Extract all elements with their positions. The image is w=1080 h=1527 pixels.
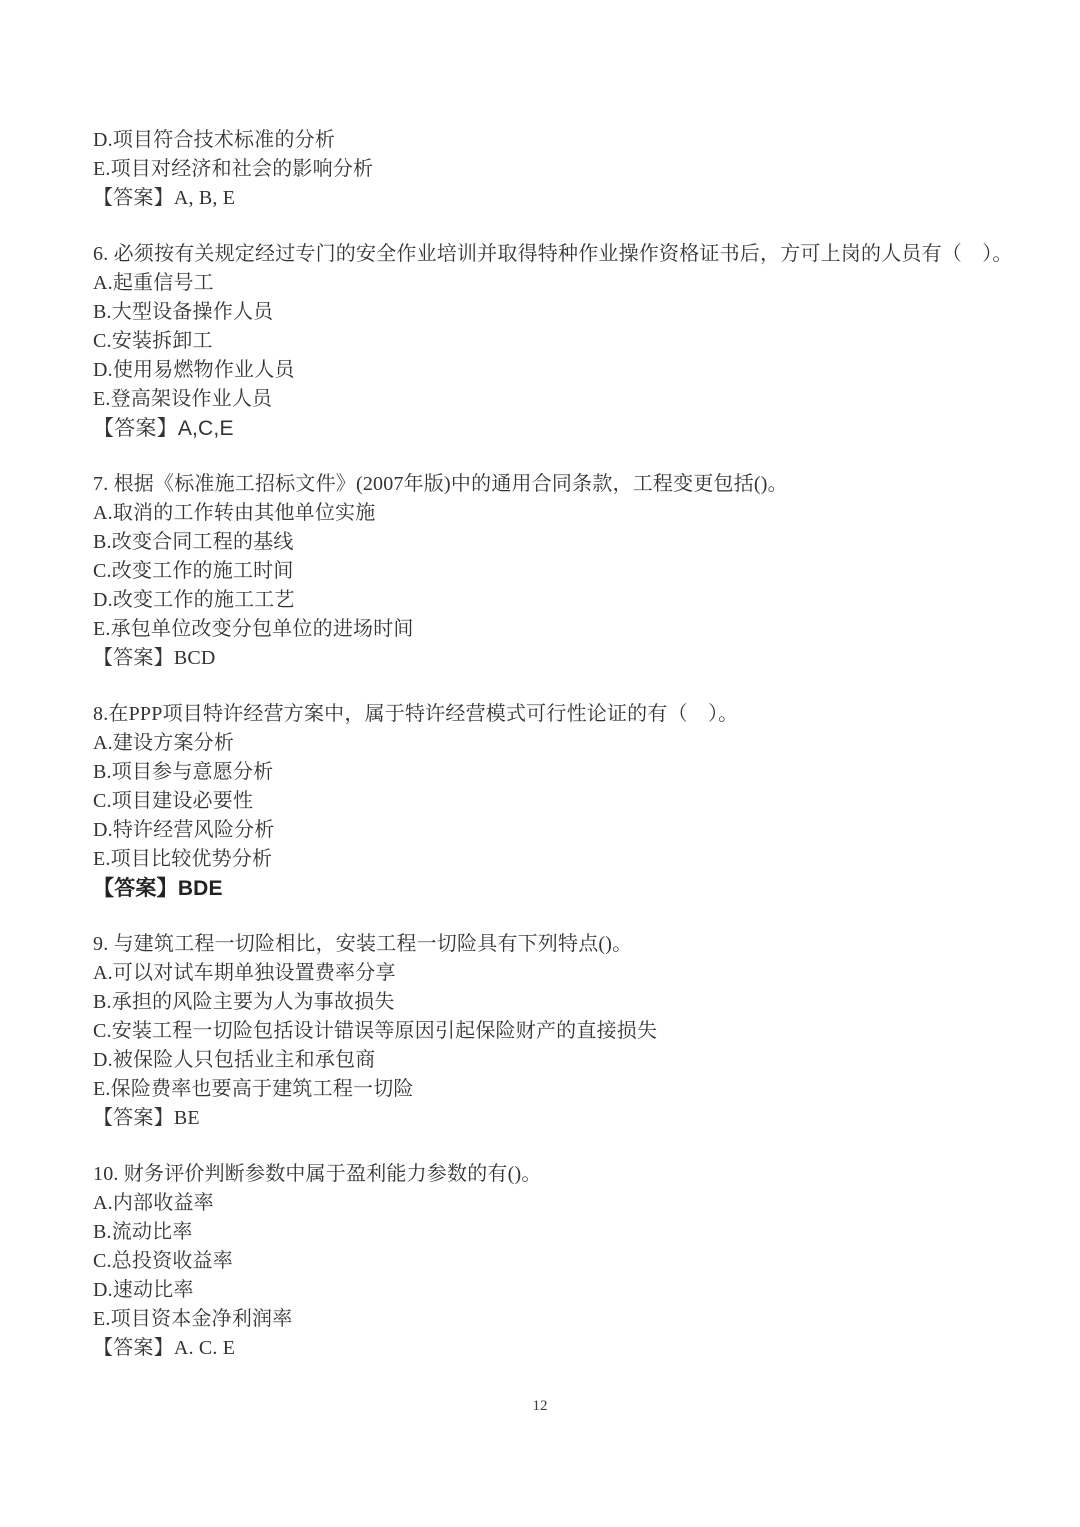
option-line: B.大型设备操作人员 [93,301,274,323]
answer-label: 【答案】 [93,647,174,669]
question-block [93,240,1030,443]
option-line: A.可以对试车期单独设置费率分享 [93,962,396,984]
option-line: A.取消的工作转由其他单位实施 [93,502,376,524]
option-line: E.项目资本金净利润率 [93,1308,293,1330]
answer-value: A,C,E [177,417,234,440]
option-line: A.内部收益率 [93,1192,214,1214]
answer-label: 【答案】 [93,187,174,209]
answer-value: BE [173,1107,200,1129]
option-line: D.特许经营风险分析 [93,819,275,841]
answer-line [93,874,1030,903]
option-line: B.承担的风险主要为人为事故损失 [93,991,395,1013]
answer-line [93,1104,1030,1133]
option-line: E.承包单位改变分包单位的进场时间 [93,618,414,640]
question-stem: 7. 根据《标准施工招标文件》(2007年版)中的通用合同条款，工程变更包括()。 [93,473,788,495]
option-line: C.安装工程一切险包括设计错误等原因引起保险财产的直接损失 [93,1020,658,1042]
question-block [93,470,1030,673]
option-line: D.被保险人只包括业主和承包商 [93,1049,376,1071]
answer-value: BDE [177,877,223,900]
answer-label: 【答案】 [93,1107,174,1129]
answer-line [93,184,1030,213]
option-line: A.起重信号工 [93,272,214,294]
option-line: E.登高架设作业人员 [93,388,273,410]
questions-container [93,126,1030,1363]
answer-value: A. C. E [173,1337,236,1359]
question-stem: 9. 与建筑工程一切险相比，安装工程一切险具有下列特点()。 [93,933,633,955]
answer-label: 【答案】 [93,1337,174,1359]
option-line: D.速动比率 [93,1279,194,1301]
question-block [93,1160,1030,1363]
option-line: C.安装拆卸工 [93,330,213,352]
question-stem: 10. 财务评价判断参数中属于盈利能力参数的有()。 [93,1163,542,1185]
option-line: B.项目参与意愿分析 [93,761,274,783]
answer-line [93,414,1030,443]
option-line: E.保险费率也要高于建筑工程一切险 [93,1078,414,1100]
page-number: 12 [532,1398,548,1414]
answer-label: 【答案】 [93,877,178,900]
question-block [93,930,1030,1133]
option-line: B.改变合同工程的基线 [93,531,294,553]
answer-line [93,644,1030,673]
option-line: C.项目建设必要性 [93,790,254,812]
option-line: D.使用易燃物作业人员 [93,359,295,381]
answer-value: A, B, E [173,187,236,209]
option-line: C.改变工作的施工时间 [93,560,294,582]
question-stem: 6. 必须按有关规定经过专门的安全作业培训并取得特种作业操作资格证书后，方可上岗的人员有（ ）。 [93,243,1013,265]
question-block [93,126,1030,213]
option-line: C.总投资收益率 [93,1250,233,1272]
option-line: E.项目对经济和社会的影响分析 [93,158,374,180]
question-block [93,700,1030,903]
answer-value: BCD [173,647,216,669]
question-stem: 8.在PPP项目特许经营方案中，属于特许经营模式可行性论证的有（ ）。 [93,703,739,725]
option-line: A.建设方案分析 [93,732,235,754]
answer-line [93,1334,1030,1363]
answer-label: 【答案】 [93,417,178,440]
option-line: B.流动比率 [93,1221,193,1243]
option-line: E.项目比较优势分析 [93,848,273,870]
option-line: D.改变工作的施工工艺 [93,589,295,611]
option-line: D.项目符合技术标准的分析 [93,129,336,151]
